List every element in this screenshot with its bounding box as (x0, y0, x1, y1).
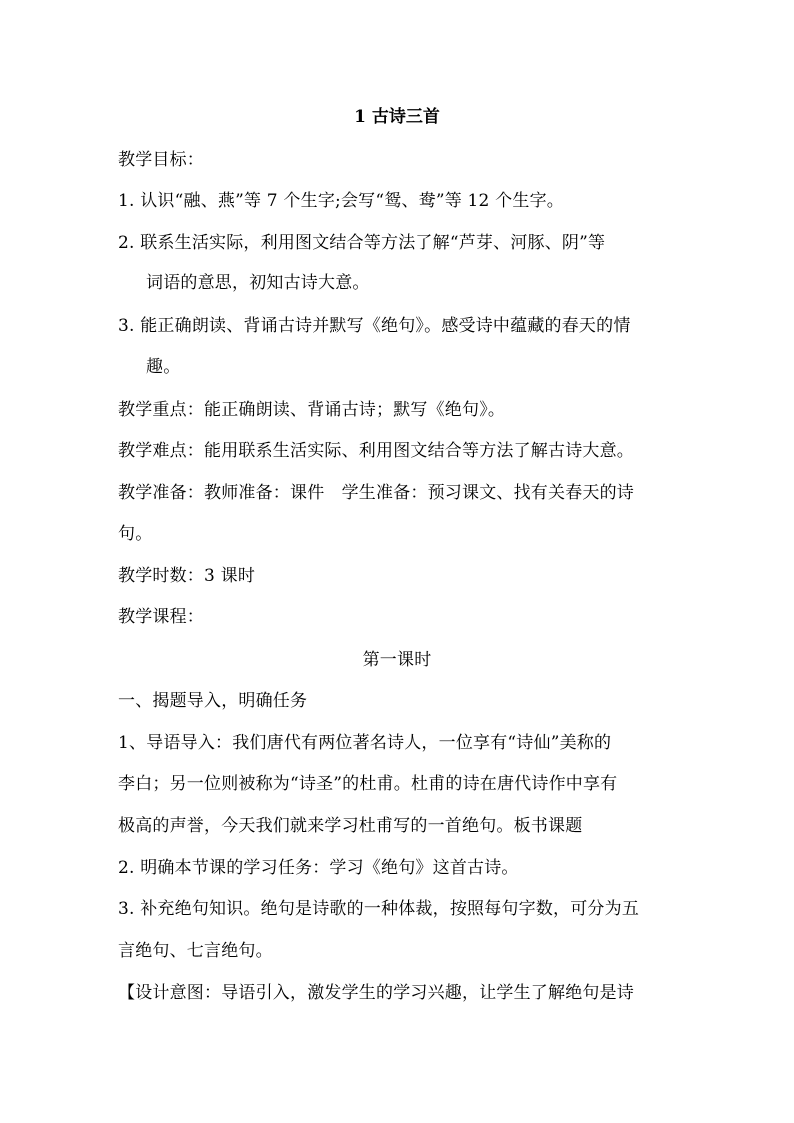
jueju-knowledge-line-2: 言绝句、七言绝句。 (118, 941, 273, 961)
jueju-knowledge-line-1: 3. 补充绝句知识。绝句是诗歌的一种体裁，按照每句字数，可分为五 (118, 899, 640, 919)
teaching-process-heading: 教学课程： (118, 607, 204, 627)
teaching-difficulties: 教学难点：能用联系生活实际、利用图文结合等方法了解古诗大意。 (118, 441, 634, 461)
task-clarification: 2. 明确本节课的学习任务：学习《绝句》这首古诗。 (118, 858, 519, 878)
teaching-preparation: 教学准备：教师准备：课件 学生准备：预习课文、找有关春天的诗 (118, 483, 634, 503)
goal-item-2-continued: 词语的意思，初知古诗大意。 (146, 273, 370, 293)
teaching-key-points: 教学重点：能正确朗读、背诵古诗；默写《绝句》。 (118, 400, 506, 420)
intro-paragraph-line-2: 李白；另一位则被称为“诗圣”的杜甫。杜甫的诗在唐代诗作中享有 (118, 774, 618, 794)
document-title: 1 古诗三首 (354, 107, 440, 127)
teaching-goals-heading: 教学目标： (118, 150, 204, 170)
intro-paragraph-line-3: 极高的声誉，今天我们就来学习杜甫写的一首绝句。板书课题 (118, 816, 583, 836)
section-one-heading: 一、揭题导入，明确任务 (118, 691, 308, 711)
teaching-hours: 教学时数：3 课时 (118, 566, 256, 586)
goal-item-1: 1. 认识“融、燕”等 7 个生字;会写“鸳、鸯”等 12 个生字。 (118, 191, 564, 211)
teaching-preparation-continued: 句。 (118, 524, 153, 544)
first-lesson-heading: 第一课时 (362, 650, 432, 670)
goal-item-3-continued: 趣。 (146, 357, 181, 377)
intro-paragraph-line-1: 1、导语导入：我们唐代有两位著名诗人，一位享有“诗仙”美称的 (118, 733, 612, 753)
goal-item-2: 2. 联系生活实际，利用图文结合等方法了解“芦芽、河豚、阴”等 (118, 233, 606, 253)
goal-item-3: 3. 能正确朗读、背诵古诗并默写《绝句》。感受诗中蕴藏的春天的情 (118, 316, 631, 336)
design-intent-line: 【设计意图：导语引入，激发学生的学习兴趣，让学生了解绝句是诗 (118, 983, 634, 1003)
